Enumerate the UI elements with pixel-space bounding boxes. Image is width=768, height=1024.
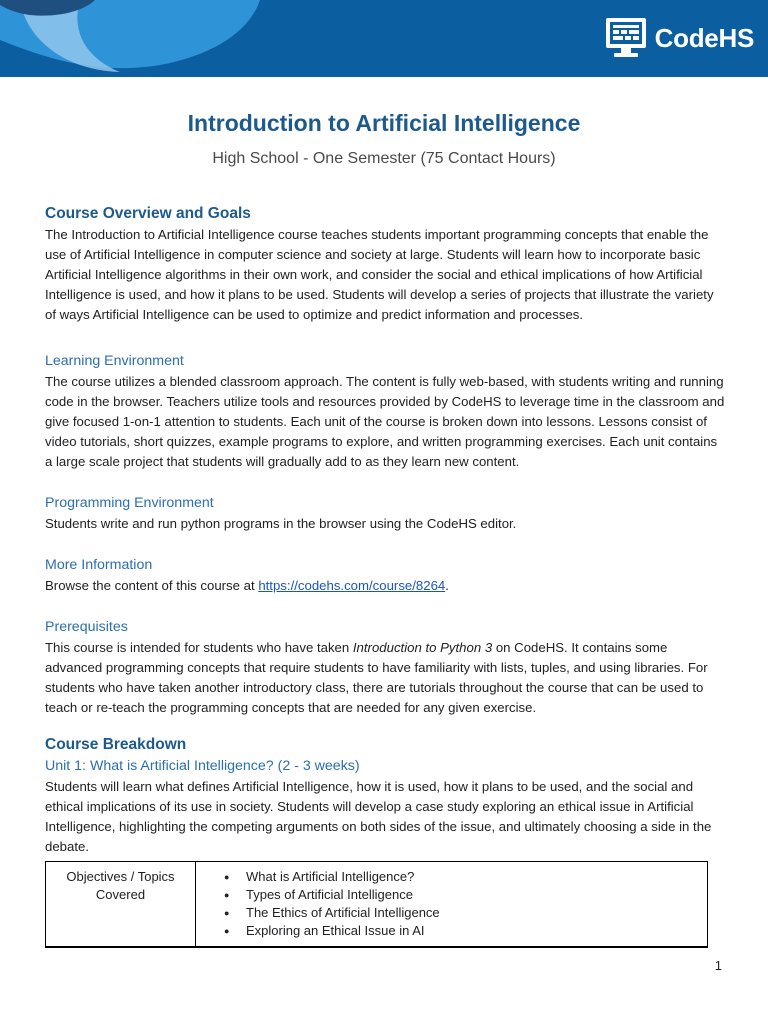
prereq-suffix: on CodeHS. It contains some advanced programming concepts that require students to have familiarity with lists, tuples, and using libraries. For students who have taken another introductory class, there are tutorials throughout the course that can be used to teach or re-teach the programming concepts that are needed for any given exercise.	[45, 640, 708, 715]
page-number: 1	[714, 958, 722, 973]
codehs-logo[interactable]	[605, 16, 754, 60]
overview-text: The Introduction to Artificial Intelligence course teaches students important programming concepts that enable the use of Artificial Intelligence in computer science and society at large. Students will learn how to incorporate basic Artificial Intelligence algorithms in their own work, and consider the social and ethical implications of how Artificial Intelligence is used, and how it plans to be used. Students will develop a series of projects that illustrate the variety of ways Artificial Intelligence can be used to optimize and predict information and processes.	[45, 227, 714, 322]
page-subtitle: High School - One Semester (75 Contact Hours)	[212, 150, 556, 167]
document-body	[45, 203, 725, 948]
more-info-suffix: .	[445, 578, 449, 593]
programming-environment-heading: Programming Environment	[45, 495, 214, 511]
prereq-prefix: This course is intended for students who have taken	[45, 640, 353, 655]
list-item: ● The Ethics of Artificial Intelligence	[246, 904, 699, 922]
table-row	[46, 862, 708, 948]
computer-monitor-icon	[605, 16, 647, 60]
objectives-topics-cell	[196, 862, 708, 948]
programming-environment-text: Students write and run python programs in the browser using the CodeHS editor.	[45, 516, 517, 531]
prereq-course-name: Introduction to Python 3	[352, 640, 493, 655]
prerequisites-text	[45, 638, 725, 718]
objectives-label-cell: Objectives / Topics Covered	[46, 862, 196, 948]
brand-name: CodeHS	[654, 22, 754, 53]
topics-list	[204, 868, 699, 940]
unit-1-heading: Unit 1: What is Artificial Intelligence? (2 - 3 weeks)	[45, 758, 360, 774]
unit-1-objectives-table	[45, 861, 708, 948]
prerequisites-heading: Prerequisites	[45, 619, 128, 635]
more-information-text	[45, 576, 725, 596]
course-breakdown-heading: Course Breakdown	[45, 736, 187, 753]
overview-heading: Course Overview and Goals	[45, 205, 251, 222]
page-title: Introduction to Artificial Intelligence	[187, 110, 581, 136]
list-item: ● Exploring an Ethical Issue in AI	[246, 922, 699, 940]
decorative-wave-graphic	[0, 0, 300, 77]
list-item: ● Types of Artificial Intelligence	[246, 886, 699, 904]
course-link[interactable]: https://codehs.com/course/8264	[258, 578, 446, 593]
learning-environment-heading: Learning Environment	[45, 353, 184, 369]
learning-environment-text: The course utilizes a blended classroom approach. The content is fully web-based, with students writing and running code in the browser. Teachers utilize tools and resources provided by CodeHS to leverage time in the classroom and give focused 1-on-1 attention to students. Each unit of the course is broken down into lessons. Lessons consist of video tutorials, short quizzes, example programs to explore, and written programming exercises. Each unit contains a large scale project that students will gradually add to as they learn new content.	[45, 374, 725, 469]
more-info-prefix: Browse the content of this course at	[45, 578, 259, 593]
header-banner	[0, 0, 768, 77]
more-information-heading: More Information	[45, 557, 153, 573]
unit-1-text: Students will learn what defines Artificial Intelligence, how it is used, how it plans to be used, and the social and ethical implications of its use in society. Students will develop a case study exploring an ethical issue in Artificial Intelligence, highlighting the competing arguments on both sides of the issue, and ultimately choosing a side in the debate.	[45, 779, 712, 854]
list-item: ● What is Artificial Intelligence?	[246, 868, 699, 886]
